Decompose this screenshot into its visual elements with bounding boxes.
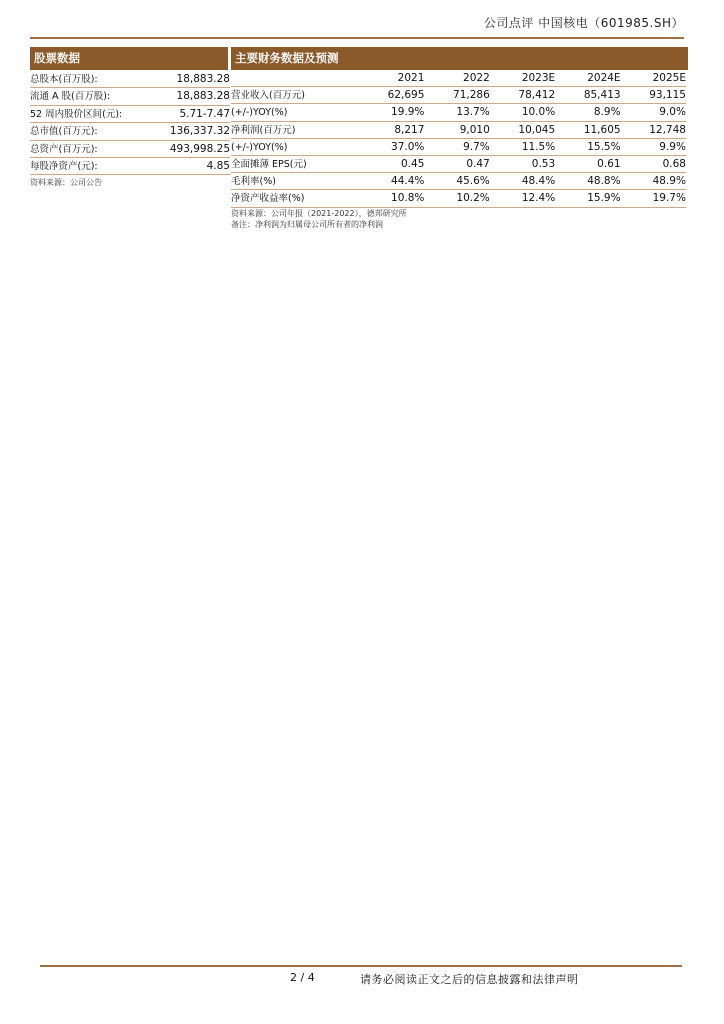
cell: 10.2% [456, 192, 490, 205]
stock-row-label: 总市值(百万元): [30, 126, 98, 138]
table-row [231, 87, 686, 104]
page-header: 公司点评 中国核电（601985.SH） [483, 16, 684, 30]
stock-row-value: 4.85 [206, 159, 230, 172]
stock-row [30, 106, 230, 123]
cell: 8.9% [593, 106, 621, 119]
cell: 11.5% [521, 140, 556, 153]
stock-row-label: 每股净资产(元): [30, 160, 98, 172]
cell: 85,413 [583, 89, 621, 102]
stock-row-label: 总资产(百万元): [30, 143, 98, 155]
stock-row-value: 18,883.28 [176, 73, 230, 85]
stock-data-source: 资料来源：公司公告 [30, 178, 102, 188]
cell: 10,045 [518, 123, 556, 136]
cell: 10.0% [521, 106, 556, 119]
cell: 0.61 [597, 157, 621, 170]
table-row [231, 190, 686, 207]
stock-row-label: 52 周内股价区间(元): [30, 108, 123, 120]
year-header: 2021 [397, 72, 425, 84]
cell: 10.8% [391, 192, 425, 205]
cell: 19.7% [652, 192, 686, 205]
table-row [231, 104, 686, 121]
financials-heading: 主要财务数据及预测 [231, 47, 688, 70]
stock-row-label: 流通 A 股(百万股): [30, 91, 111, 103]
cell: 0.68 [662, 157, 686, 170]
stock-row [30, 88, 230, 105]
row-label: 营业收入(百万元) [231, 90, 305, 102]
row-label: 毛利率(%) [231, 176, 276, 188]
cell: 9.7% [463, 140, 490, 153]
financials-table [231, 70, 686, 230]
table-row [231, 122, 686, 139]
cell: 13.7% [456, 106, 490, 119]
year-header: 2024E [587, 72, 621, 84]
cell: 71,286 [453, 89, 490, 102]
cell: 15.5% [587, 140, 621, 153]
stock-row-value: 5.71-7.47 [179, 107, 230, 120]
cell: 9.0% [659, 106, 686, 119]
stock-row-value: 136,337.32 [169, 125, 230, 138]
page-number: 2 / 4 [290, 971, 315, 984]
cell: 9,010 [459, 123, 490, 136]
cell: 9.9% [659, 140, 686, 153]
cell: 8,217 [394, 123, 425, 136]
year-header: 2022 [463, 72, 490, 84]
cell: 44.4% [391, 175, 425, 188]
cell: 78,412 [518, 89, 556, 102]
cell: 15.9% [587, 192, 621, 205]
row-label: (+/-)YOY(%) [231, 107, 288, 119]
cell: 0.53 [531, 157, 556, 170]
legal-disclaimer: 请务必阅读正文之后的信息披露和法律声明 [360, 973, 579, 986]
stock-row-value: 493,998.25 [169, 142, 230, 155]
cell: 11,605 [583, 123, 621, 136]
cell: 12.4% [521, 192, 556, 205]
stock-data-table [30, 71, 230, 188]
cell: 12,748 [649, 123, 686, 136]
stock-row-value: 18,883.28 [176, 90, 230, 103]
header-spacer [231, 70, 359, 86]
stock-row [30, 158, 230, 175]
row-label: (+/-)YOY(%) [231, 141, 288, 153]
financials-source: 资料来源：公司年报（2021-2022），德邦研究所 [231, 208, 407, 218]
year-header: 2025E [652, 72, 686, 84]
cell: 0.47 [466, 157, 490, 170]
stock-row-label: 总股本(百万股): [30, 74, 98, 85]
financials-note: 备注：净利润为归属母公司所有者的净利润 [231, 219, 383, 229]
row-label: 全面摊薄 EPS(元) [231, 158, 307, 170]
cell: 93,115 [649, 89, 686, 102]
header-rule [30, 37, 684, 39]
table-row [231, 156, 686, 173]
row-label: 净资产收益率(%) [231, 193, 305, 205]
cell: 0.45 [401, 157, 425, 170]
footer-rule [40, 965, 682, 967]
cell: 37.0% [391, 140, 425, 153]
cell: 19.9% [391, 106, 425, 119]
page-footer [40, 971, 682, 987]
table-row [231, 139, 686, 156]
row-label: 净利润(百万元) [231, 124, 296, 136]
cell: 48.8% [587, 175, 621, 188]
cell: 62,695 [387, 89, 425, 102]
stock-row [30, 141, 230, 158]
cell: 45.6% [456, 175, 490, 188]
cell: 48.4% [521, 175, 556, 188]
financials-header-row [231, 70, 686, 87]
stock-row [30, 71, 230, 88]
table-row [231, 173, 686, 190]
stock-row [30, 123, 230, 140]
stock-data-heading: 股票数据 [30, 47, 228, 70]
cell: 48.9% [652, 175, 686, 188]
year-header: 2023E [521, 72, 556, 84]
